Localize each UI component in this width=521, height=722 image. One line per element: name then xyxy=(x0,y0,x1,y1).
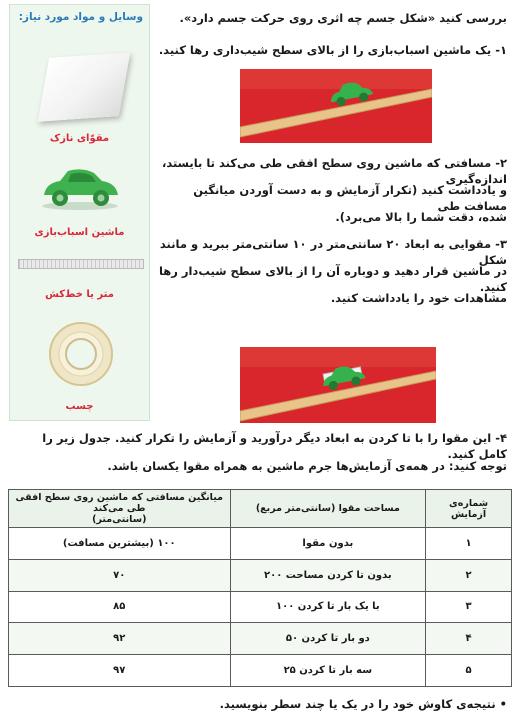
cell-area: سه بار تا کردن ۲۵ xyxy=(230,655,426,687)
header-average-distance xyxy=(9,490,231,528)
header-average-distance-line-1: میانگین مسافتی که ماشین روی سطح افقی طی می‌کند xyxy=(15,492,224,514)
step-2-line-3: شده، دقت شما را بالا می‌برد). xyxy=(335,210,507,224)
step-2-line-1: ۲- مسافتی که ماشین روی سطح افقی طی می‌کند تا بایستد، اندازه‌گیری xyxy=(161,156,507,186)
materials-panel xyxy=(9,4,150,421)
cell-distance: ۹۲ xyxy=(9,623,231,655)
header-average-distance-line-2: (سانتی‌متر) xyxy=(92,514,147,525)
note-text: توجه کنید: در همه‌ی آزمایش‌ها جرم ماشین به همراه مقوا یکسان باشد. xyxy=(107,459,507,473)
material-label-paper: مقوّای نازک xyxy=(49,133,110,144)
intro-text: بررسی کنید «شکل جسم چه اثری روی حرکت جسم دارد». xyxy=(179,11,507,25)
table-header-row xyxy=(9,490,512,528)
cell-area: با یک بار تا کردن ۱۰۰ xyxy=(230,591,426,623)
paper-sheet-icon xyxy=(38,52,131,121)
material-label-car: ماشین اسباب‌بازی xyxy=(34,227,125,238)
table-row xyxy=(9,528,512,560)
material-label-tape: چسب xyxy=(65,401,94,412)
ramp-photo-2 xyxy=(240,347,436,423)
cell-area: بدون تا کردن مساحت ۲۰۰ xyxy=(230,559,426,591)
ramp-photo-1 xyxy=(240,69,432,143)
step-1-text: ۱- یک ماشین اسباب‌بازی را از بالای سطح شیب‌داری رها کنید. xyxy=(158,43,507,57)
header-trial-number: شماره‌ی آزمایش xyxy=(426,490,512,528)
step-3-line-3: مشاهدات خود را یادداشت کنید. xyxy=(330,291,507,305)
table-row xyxy=(9,559,512,591)
step-3-line-1: ۳- مقوایی به ابعاد ۲۰ سانتی‌متر در ۱۰ سانتی‌متر ببرید و مانند شکل xyxy=(159,237,507,267)
toy-car-icon xyxy=(38,165,122,211)
cell-trial: ۳ xyxy=(426,591,512,623)
table-row xyxy=(9,655,512,687)
cell-area: دو بار تا کردن ۵۰ xyxy=(230,623,426,655)
cell-trial: ۵ xyxy=(426,655,512,687)
step-4-text: ۴- این مقوا را با تا کردن به ابعاد دیگر درآورید و آزمایش را تکرار کنید. جدول زیر را کامل کنید. xyxy=(42,431,507,461)
cell-distance: ۸۵ xyxy=(9,591,231,623)
cell-trial: ۲ xyxy=(426,559,512,591)
cell-trial: ۱ xyxy=(426,528,512,560)
cell-area: بدون مقوا xyxy=(230,528,426,560)
table-row xyxy=(9,591,512,623)
table-row xyxy=(9,623,512,655)
cell-distance: ۹۷ xyxy=(9,655,231,687)
cell-distance: ۷۰ xyxy=(9,559,231,591)
cell-trial: ۴ xyxy=(426,623,512,655)
results-table xyxy=(8,489,512,687)
material-label-ruler: متر یا خط‌کش xyxy=(45,289,114,300)
header-card-area: مساحت مقوا (سانتی‌متر مربع) xyxy=(230,490,426,528)
conclusion-text: • نتیجه‌ی کاوش خود را در یک یا چند سطر بنویسید. xyxy=(219,697,507,711)
materials-title: وسایل و مواد مورد نیاز: xyxy=(18,11,143,23)
step-3-line-2: در ماشین قرار دهید و دوباره آن را از بالای سطح شیب‌دار رها کنید. xyxy=(158,264,507,294)
step-2-line-2: و یادداشت کنید (تکرار آزمایش و به دست آوردن میانگین مسافت طی xyxy=(193,183,507,213)
ruler-icon xyxy=(18,259,144,269)
cell-distance: ۱۰۰ (بیشترین مسافت) xyxy=(9,528,231,560)
tape-roll-icon xyxy=(48,321,114,387)
